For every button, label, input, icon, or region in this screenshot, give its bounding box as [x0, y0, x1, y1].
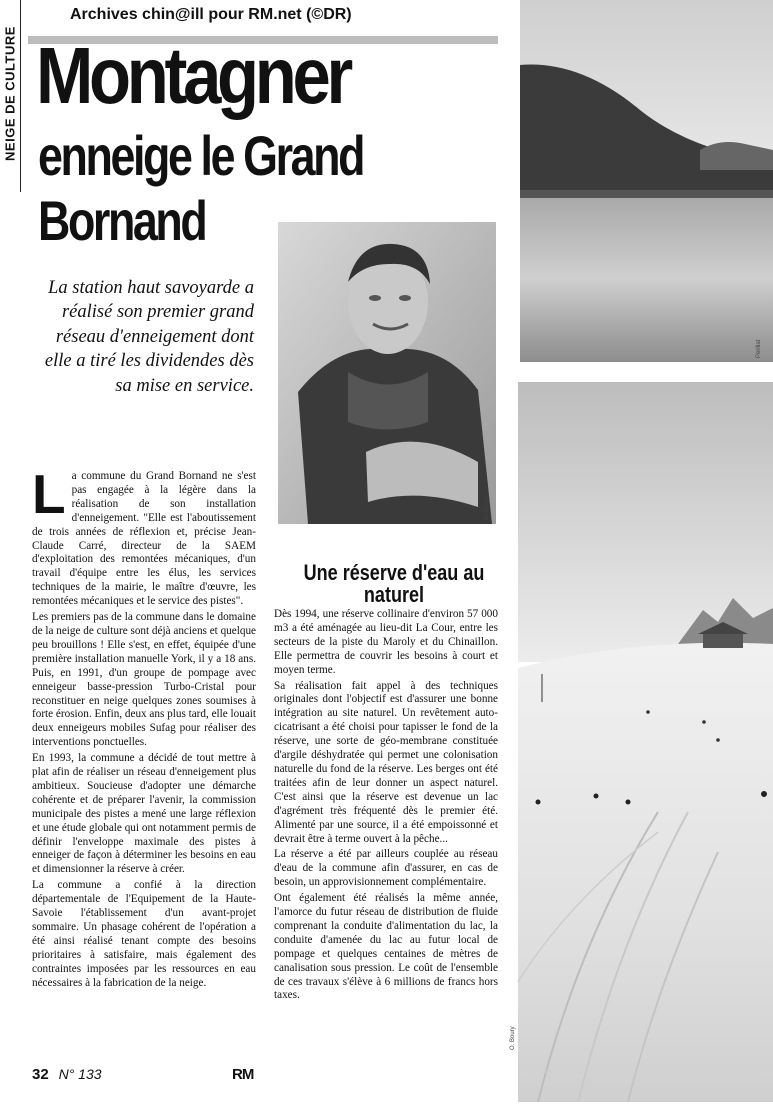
article-column-2 [274, 608, 498, 1005]
lake-photo [520, 0, 773, 362]
ski-slope-photo [510, 382, 773, 1102]
section-tab [0, 0, 21, 192]
paragraph-8: Ont également été réalisés la même année, l'amorce du futur réseau de distribution de fluide comprenant la conduite d'alimentation du lac, la conduite d'amenée du lac au futur local de pompage et quelques centaines de mètres de canalisation sous pression. Le coût de l'ensemble de ces travaux s'élève à 6 millions de francs hors taxes. [274, 892, 498, 1002]
issue-number: N° 133 [58, 1066, 102, 1082]
paragraph-6: Sa réalisation fait appel à des techniques originales dont l'objectif est d'assurer une bonne intégration au site naturel. Un revêtement auto-cicatrisant a été choisi pour tapisser le fond de la réserve, une sorte de géo-membrane constituée d'argile déshydratée qui permet une colonisation naturelle du fond de la réserve. Les berges ont été traitées afin de leur donner un aspect naturel. C'est ainsi que la réserve est devenue un lac d'agrément très fréquenté dès le premier été. Alimenté par une source, il a été empoissonné et devrait être à terme ouvert à la pêche... [274, 679, 498, 845]
paragraph-4: La commune a confié à la direction départementale de l'Equipement de la Haute-Savoie l'établissement d'un avant-projet sommaire. Un phasage cohérent de l'opération a été ainsi réalisé tenant compte des besoins prioritaires à satisfaire, mais également des contraintes imposées par les ressources en eau nécessaires à la fabrication de la neige. [32, 879, 256, 989]
drop-cap: L [32, 463, 66, 525]
article-column-1 [32, 463, 257, 993]
lede-paragraph: La station haut savoyarde a réalisé son premier grand réseau d'enneigement dont elle a tiré les dividendes dès sa mise en service. [44, 278, 254, 396]
page-number: 32 [32, 1066, 49, 1083]
paragraph-5: Dès 1994, une réserve collinaire d'environ 57 000 m3 a été aménagée au lieu-dit La Cour, entre les secteurs de la piste du Maroly et du Chinaillon. Elle permettra de couvrir les besoins à court et moyen terme. [274, 608, 498, 676]
portrait-credit: O. Boury [484, 496, 490, 520]
headline-line-1: Montagner [36, 31, 349, 120]
section-label: NEIGE DE CULTURE [2, 26, 18, 161]
slope-credit: O. Boury [510, 1026, 516, 1050]
portrait-photo [278, 222, 496, 524]
paragraph-7: La réserve a été par ailleurs couplée au réseau d'eau de la commune afin d'assurer, en cas de besoin, un approvisionnement complémentaire. [274, 848, 498, 889]
headline-line-3: Bornand [38, 189, 206, 252]
paragraph-3: En 1993, la commune a décidé de tout mettre à plat afin de réaliser un réseau d'enneigement plus ambitieux. Soucieuse d'adopter une démarche cohérente et de préparer l'avenir, la commission municipale des pistes a mené une large réflexion et une étude globale qui ont notamment permis de définir l'enveloppe maximale des pistes à enneiger de façon à déterminer les besoins en eau et dimensionner la réserve à créer. [32, 752, 256, 876]
paragraph-2: Les premiers pas de la commune dans le domaine de la neige de culture sont déjà anciens et quelque peu brouillons ! Elle s'est, en effet, équipée d'une première installation manuelle York, il y a 18 ans. Puis, en 1991, d'un groupe de pompage avec enneigeur basse-pression Turbo-Cristal pour reconstituer en neige quelques zones soumises à forte érosion. Enfin, deux ans plus tard, elle louait deux enneigeurs mobiles Sufag pour réaliser des interventions ponctuelles. [32, 611, 257, 749]
headline-line-2: enneige le Grand [38, 124, 364, 187]
paragraph-1-text: a commune du Grand Bornand ne s'est pas engagée à la légère dans la réalisation de son installation d'enneigement. "Elle est l'aboutissement de trois années de réflexion et, précise Jean-Claude Carré, directeur de la SAEM d'exploitation des remontées mécaniques, d'un travail d'équipe entre les élus, les services techniques de la mairie, le maître d'œuvre, les remontées mécaniques et le service des pistes". [32, 470, 256, 608]
subheading: Une réserve d'eau au naturel [303, 560, 485, 607]
page-footer [32, 1066, 102, 1083]
paragraph-1 [32, 463, 256, 609]
lake-credit: Perillat [756, 339, 762, 358]
magazine-logo: RM [232, 1066, 254, 1083]
archive-note: Archives chin@ill pour RM.net (©DR) [70, 6, 352, 23]
